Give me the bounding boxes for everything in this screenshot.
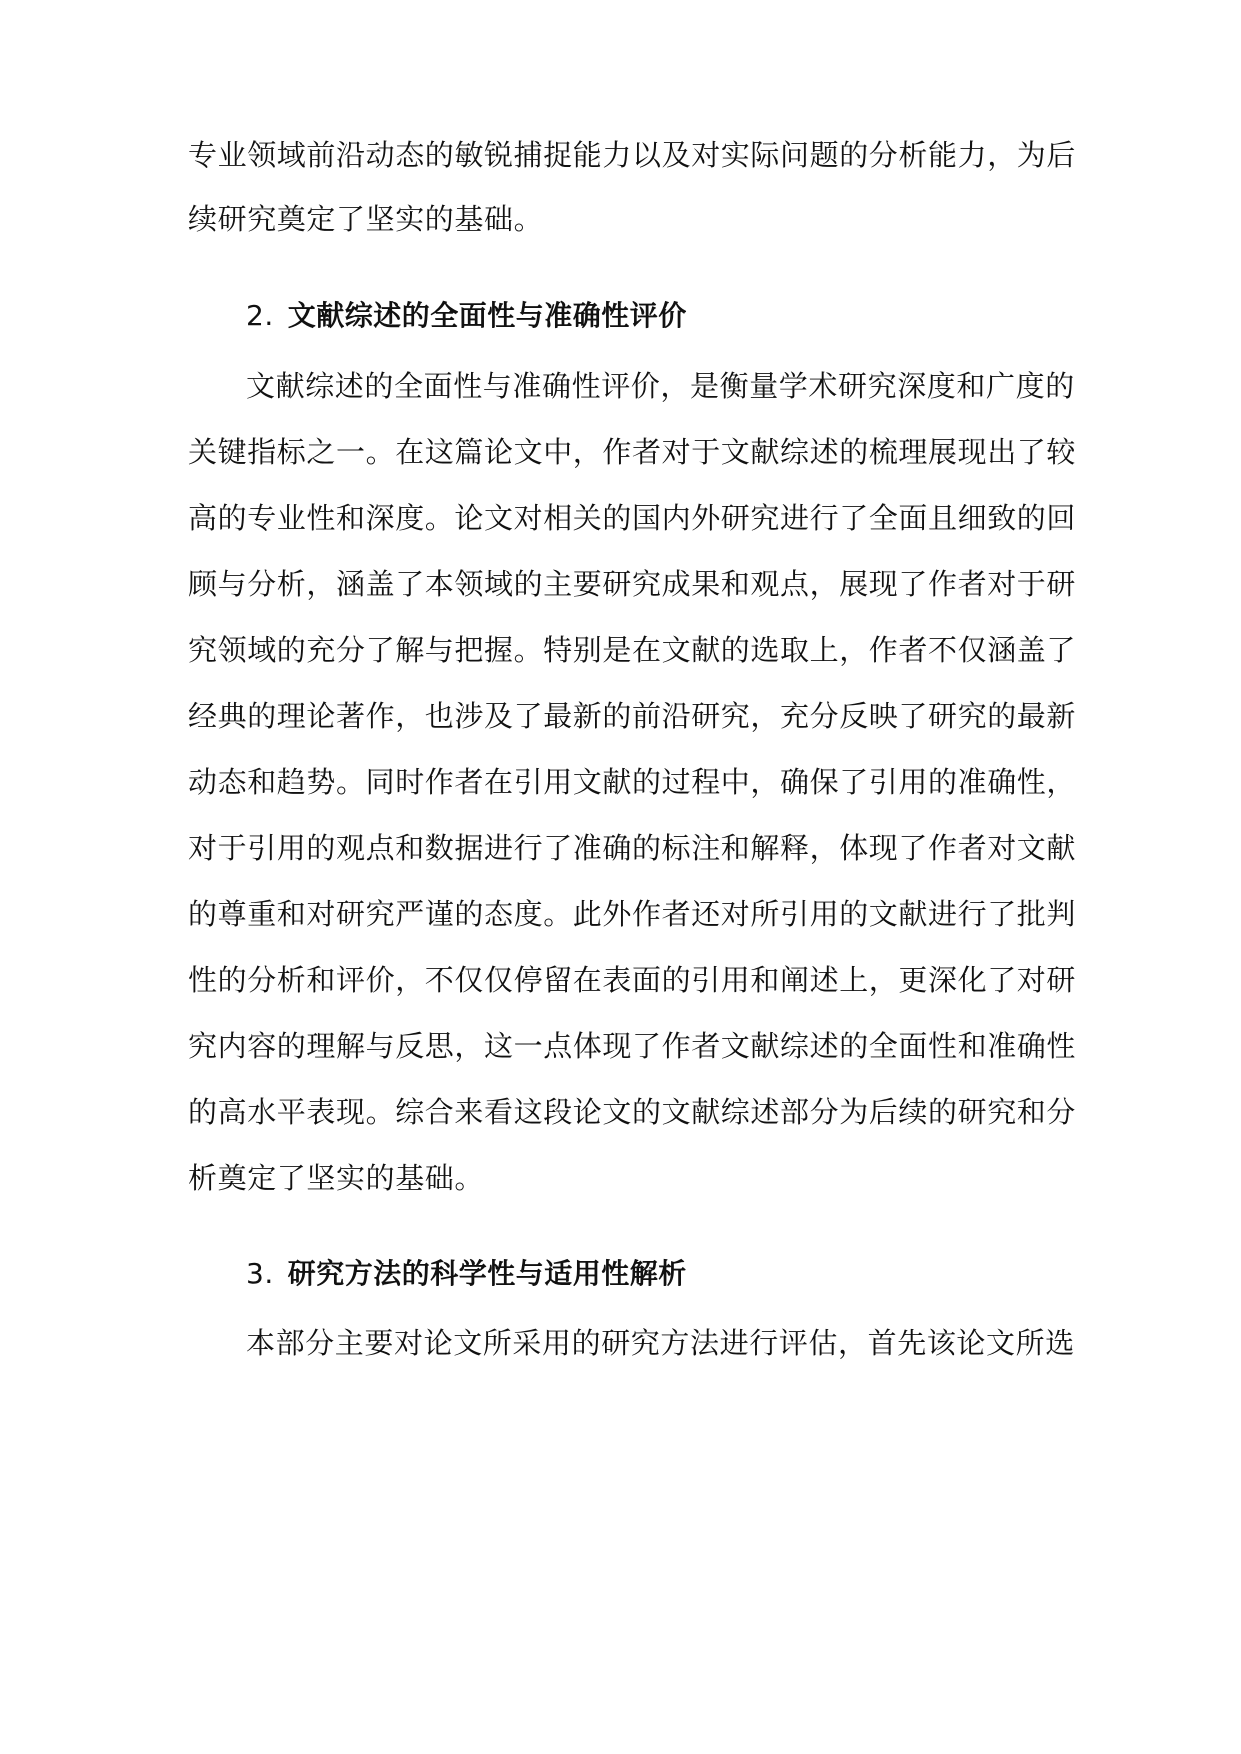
paragraph-line: 顾与分析，涵盖了本领域的主要研究成果和观点，展现了作者对于研: [188, 567, 1077, 601]
section-title: 研究方法的科学性与适用性解析: [287, 1257, 687, 1290]
paragraph-line: 关键指标之一。在这篇论文中，作者对于文献综述的梳理展现出了较: [188, 435, 1077, 469]
paragraph-line: 文献综述的全面性与准确性评价，是衡量学术研究深度和广度的: [246, 369, 1075, 403]
section-number: 3.: [246, 1257, 274, 1290]
paragraph-line: 对于引用的观点和数据进行了准确的标注和解释，体现了作者对文献: [188, 831, 1077, 865]
paragraph-line: 的高水平表现。综合来看这段论文的文献综述部分为后续的研究和分: [188, 1095, 1077, 1129]
paragraph-line: 经典的理论著作，也涉及了最新的前沿研究，充分反映了研究的最新: [188, 699, 1077, 733]
paragraph-line: 析奠定了坚实的基础。: [188, 1161, 485, 1195]
section-title: 文献综述的全面性与准确性评价: [287, 299, 687, 332]
section-heading-2: [246, 296, 687, 336]
paragraph-line: 究内容的理解与反思，这一点体现了作者文献综述的全面性和准确性: [188, 1029, 1077, 1063]
paragraph-line: 性的分析和评价，不仅仅停留在表面的引用和阐述上，更深化了对研: [188, 963, 1077, 997]
paragraph-line: 的尊重和对研究严谨的态度。此外作者还对所引用的文献进行了批判: [188, 897, 1077, 931]
paragraph-line: 本部分主要对论文所采用的研究方法进行评估，首先该论文所选: [246, 1326, 1075, 1360]
paragraph-line: 究领域的充分了解与把握。特别是在文献的选取上，作者不仅涵盖了: [188, 633, 1077, 667]
paragraph-line: 动态和趋势。同时作者在引用文献的过程中，确保了引用的准确性，: [188, 765, 1077, 799]
paragraph-line: 高的专业性和深度。论文对相关的国内外研究进行了全面且细致的回: [188, 501, 1077, 535]
paragraph-line: 专业领域前沿动态的敏锐捕捉能力以及对实际问题的分析能力，为后: [188, 138, 1077, 172]
paragraph-line: 续研究奠定了坚实的基础。: [188, 202, 544, 236]
section-heading-3: [246, 1254, 687, 1294]
section-number: 2.: [246, 299, 274, 332]
